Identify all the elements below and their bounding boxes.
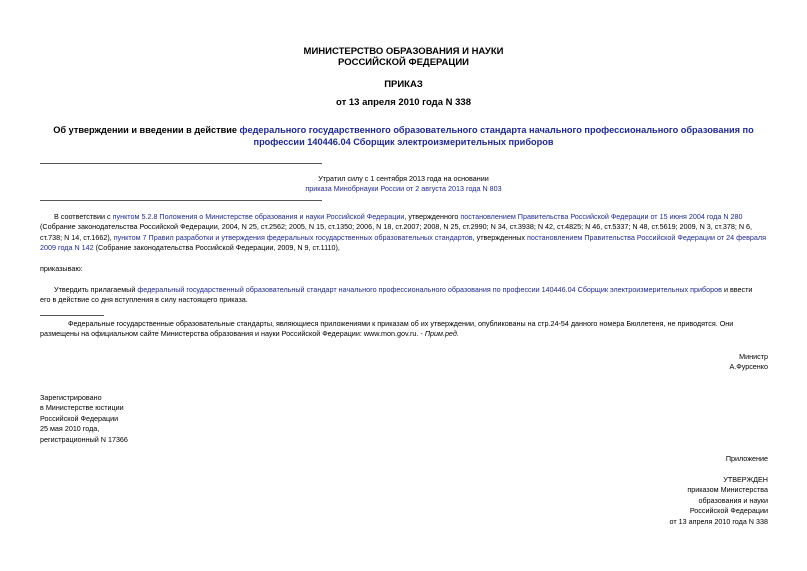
standard-link[interactable]: федеральный государственный образовательный стандарт	[137, 285, 337, 294]
doc-date: от 13 апреля 2010 года N 338	[336, 97, 471, 108]
title-standard-link[interactable]: федерального государственного образовательного стандарта начального профессионального образования по	[239, 125, 754, 135]
document-title	[40, 125, 767, 148]
resolution-280-link[interactable]: постановлением Правительства Российской Федерации от 15 июня 2004 года N 280	[460, 212, 743, 221]
approval-text-3: и ввести	[721, 285, 753, 294]
registration-line-3: Российской Федерации	[40, 413, 119, 423]
signature-block	[600, 352, 768, 373]
repeal-notice	[265, 174, 542, 195]
divider-bottom	[40, 200, 322, 201]
signature-name: А.Фурсенко	[729, 362, 768, 372]
regulation-link[interactable]: пунктом 5.2.8 Положения о Министерстве образования и науки Российской Федерации	[112, 212, 405, 221]
footnote-editor-note: Прим.ред.	[424, 329, 459, 339]
registration-block	[40, 393, 128, 445]
registration-line-2: в Министерстве юстиции	[40, 403, 124, 413]
approval-text-4: его в действие со дня вступления в силу настоящего приказа.	[40, 295, 248, 305]
title-prefix: Об утверждении и введении в действие	[53, 125, 240, 135]
preamble-text-2: , утвержденного	[404, 212, 461, 221]
preamble-text-6: (Собрание законодательства Российской Федерации, 2009, N 9, ст.1110),	[93, 243, 340, 253]
footnote	[40, 319, 768, 340]
appendix-approved: УТВЕРЖДЕН	[723, 475, 768, 484]
footnote-divider	[40, 315, 104, 316]
ministry-heading	[0, 46, 807, 68]
repeal-notice-link[interactable]: приказа Минобрнауки России от 2 августа 2013 года N 803	[305, 184, 502, 194]
resolution-142-link-cont[interactable]: 2009 года N 142	[40, 243, 94, 253]
appendix-line-1: приказом Министерства	[687, 485, 768, 495]
preamble-text-1: В соответствии с	[54, 212, 113, 221]
signature-role: Министр	[739, 352, 768, 361]
approval-paragraph	[40, 285, 768, 306]
divider-top	[40, 163, 322, 164]
standard-link-cont[interactable]: начального профессионального образования по профессии 140446.04 Сборщик электроизмерительных приборов	[336, 285, 722, 294]
registration-line-1: Зарегистрировано	[40, 393, 102, 402]
resolution-142-link[interactable]: постановлением Правительства Российской Федерации от 24 февраля	[526, 232, 766, 242]
registration-line-4: 25 мая 2010 года,	[40, 424, 100, 434]
footnote-line-2: размещены на официальном сайте Министерства образования и науки Российской Федерации: www.mon.gov.ru. -	[40, 329, 425, 339]
approval-text-1: Утвердить прилагаемый	[54, 285, 138, 294]
appendix-label: Приложение	[725, 454, 768, 463]
preamble-text-4: ст.738; N 14, ст.1662),	[40, 232, 114, 242]
ministry-line-2: РОССИЙСКОЙ ФЕДЕРАЦИИ	[337, 57, 469, 68]
registration-line-5: регистрационный N 17366	[40, 434, 128, 444]
preamble-text-5: , утвержденных	[472, 232, 527, 242]
appendix-line-4: от 13 апреля 2010 года N 338	[669, 516, 768, 526]
appendix-approval-block	[560, 475, 768, 527]
appendix-line-2: образования и науки	[698, 495, 768, 505]
repeal-notice-text: Утратил силу с 1 сентября 2013 года на основании	[318, 174, 489, 183]
doc-type: ПРИКАЗ	[384, 79, 423, 90]
preamble-paragraph	[40, 212, 768, 254]
ministry-line-1: МИНИСТЕРСТВО ОБРАЗОВАНИЯ И НАУКИ	[303, 46, 504, 57]
order-word: приказываю:	[40, 264, 83, 273]
title-standard-link-cont[interactable]: профессии 140446.04 Сборщик электроизмерительных приборов	[253, 136, 554, 147]
rules-link[interactable]: пунктом 7 Правил разработки и утверждения федеральных государственных образовательных стандартов	[113, 232, 473, 242]
appendix-line-3: Российской Федерации	[689, 506, 768, 516]
footnote-line-1: Федеральные государственные образовательные стандарты, являющиеся приложениями к приказам об их утверждении, опубликованы на стр.24-54 данного номера Бюллетеня, не приводятся. Они	[68, 319, 734, 328]
preamble-text-3: (Собрание законодательства Российской Федерации, 2004, N 25, ст.2562; 2005, N 15, ст.1350; 2006, N 18, ст.2007; 2008, N 25, ст.2990; N 34, ст.3938; N 42, ст.4825; N 46, ст.5337; N 48, ст.5619; 2009, N 3, ст.378; N 6,	[40, 222, 753, 232]
